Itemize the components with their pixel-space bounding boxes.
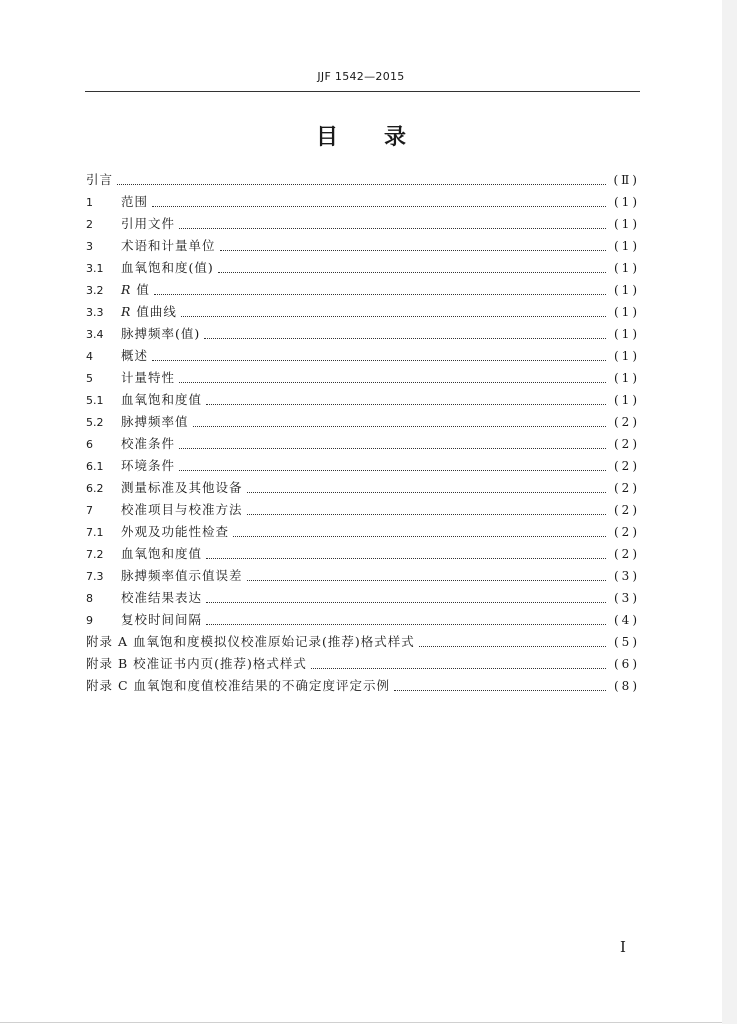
- toc-entry-label: 血氧饱和度值: [121, 392, 203, 407]
- toc-leader-dots: [154, 284, 606, 295]
- toc-leader-dots: [179, 372, 606, 383]
- toc-entry-page: (6): [614, 657, 640, 671]
- toc-entry-number: 3.2: [86, 284, 104, 297]
- toc-entry-page: (Ⅱ): [613, 173, 640, 187]
- toc-entry-label: 计量特性: [121, 370, 176, 385]
- page-folio: I: [620, 938, 626, 956]
- toc-leader-dots: [206, 614, 606, 625]
- toc-entry-page: (2): [614, 459, 640, 473]
- toc-entry-page: (1): [614, 371, 640, 385]
- page-title: 目录: [315, 124, 452, 150]
- toc-entry-page: (1): [614, 327, 640, 341]
- toc-entry[interactable]: [86, 653, 640, 675]
- toc-entry-number: 7.1: [86, 526, 104, 539]
- toc-entry-label: 测量标准及其他设备: [121, 480, 243, 495]
- toc-entry-label: 脉搏频率值示值误差: [121, 568, 243, 583]
- toc-entry-label: 复校时间间隔: [121, 612, 203, 627]
- toc-leader-dots: [117, 174, 606, 185]
- toc-leader-dots: [152, 196, 606, 207]
- toc-entry[interactable]: [86, 367, 640, 389]
- toc-entry-number: 6.2: [86, 482, 104, 495]
- toc-entry[interactable]: [86, 521, 640, 543]
- toc-entry-page: (1): [614, 283, 640, 297]
- toc-leader-dots: [204, 328, 606, 339]
- toc-entry-number: 7.3: [86, 570, 104, 583]
- toc-entry[interactable]: [86, 587, 640, 609]
- toc-entry-number: 7.2: [86, 548, 104, 561]
- toc-entry-label: 环境条件: [121, 458, 176, 473]
- toc-entry-label: 外观及功能性检查: [121, 524, 230, 539]
- toc-entry-page: (2): [614, 481, 640, 495]
- toc-entry[interactable]: [86, 345, 640, 367]
- toc-entry-number: 1: [86, 196, 93, 209]
- toc-entry-page: (3): [614, 591, 640, 605]
- toc-leader-dots: [311, 658, 606, 669]
- toc-entry-number: 9: [86, 614, 93, 627]
- toc-entry-label-text: 值曲线: [131, 304, 177, 319]
- toc-leader-dots: [193, 416, 606, 427]
- toc-leader-dots: [247, 482, 606, 493]
- toc-entry-label: [112, 301, 177, 323]
- toc-entry-label: 校准结果表达: [121, 590, 203, 605]
- toc-leader-dots: [179, 218, 606, 229]
- toc-entry-label: 概述: [121, 348, 149, 363]
- toc-entry[interactable]: [86, 499, 640, 521]
- toc-entry[interactable]: [86, 323, 640, 345]
- toc-entry-label: 引言: [86, 172, 114, 187]
- toc-entry-number: 3.4: [86, 328, 104, 341]
- toc-entry-number: 2: [86, 218, 93, 231]
- table-of-contents: [86, 169, 640, 697]
- toc-leader-dots: [247, 504, 606, 515]
- toc-entry-page: (4): [614, 613, 640, 627]
- toc-entry-page: (2): [614, 437, 640, 451]
- toc-entry-label: 血氧饱和度值: [121, 546, 203, 561]
- toc-entry-number: 5.1: [86, 394, 104, 407]
- toc-entry-label: 校准项目与校准方法: [121, 502, 243, 517]
- toc-entry-page: (1): [614, 261, 640, 275]
- toc-entry[interactable]: [86, 213, 640, 235]
- toc-entry-number: 8: [86, 592, 93, 605]
- toc-entry-page: (1): [614, 349, 640, 363]
- toc-entry-label: 引用文件: [121, 216, 176, 231]
- toc-entry-label: 术语和计量单位: [121, 238, 216, 253]
- toc-entry-label: 血氧饱和度(值): [121, 260, 214, 275]
- toc-entry[interactable]: [86, 565, 640, 587]
- toc-entry-label-text: 值: [131, 282, 150, 297]
- toc-entry-number: 4: [86, 350, 93, 363]
- toc-entry-number: 3: [86, 240, 93, 253]
- header-rule: [85, 91, 640, 92]
- toc-leader-dots: [394, 680, 606, 691]
- toc-entry-number: 5: [86, 372, 93, 385]
- toc-leader-dots: [206, 592, 606, 603]
- toc-leader-dots: [218, 262, 606, 273]
- toc-entry-page: (2): [614, 503, 640, 517]
- page-edge: [722, 0, 737, 1024]
- toc-entry[interactable]: [86, 631, 640, 653]
- toc-entry-label: 校准条件: [121, 436, 176, 451]
- toc-entry-page: (2): [614, 415, 640, 429]
- toc-entry-number: 5.2: [86, 416, 104, 429]
- toc-entry-label-symbol: R: [121, 282, 132, 297]
- toc-entry-page: (1): [614, 239, 640, 253]
- toc-entry[interactable]: [86, 169, 640, 191]
- toc-entry-label-symbol: R: [121, 304, 132, 319]
- toc-entry-page: (8): [614, 679, 640, 693]
- toc-entry[interactable]: [86, 235, 640, 257]
- toc-entry[interactable]: [86, 191, 640, 213]
- toc-entry-number: 3.3: [86, 306, 104, 319]
- toc-entry-page: (2): [614, 525, 640, 539]
- toc-entry-page: (1): [614, 305, 640, 319]
- toc-entry-label: 附录 C 血氧饱和度值校准结果的不确定度评定示例: [86, 678, 391, 693]
- toc-entry-number: 7: [86, 504, 93, 517]
- toc-entry-label: 脉搏频率(值): [121, 326, 201, 341]
- toc-entry-page: (1): [614, 393, 640, 407]
- toc-entry[interactable]: [86, 301, 640, 323]
- toc-entry[interactable]: [86, 477, 640, 499]
- toc-leader-dots: [247, 570, 606, 581]
- toc-entry[interactable]: [86, 257, 640, 279]
- toc-entry-page: (1): [614, 217, 640, 231]
- toc-leader-dots: [206, 548, 606, 559]
- toc-entry-page: (3): [614, 569, 640, 583]
- toc-entry[interactable]: [86, 389, 640, 411]
- toc-entry[interactable]: [86, 543, 640, 565]
- toc-leader-dots: [206, 394, 606, 405]
- toc-entry[interactable]: [86, 675, 640, 697]
- toc-leader-dots: [181, 306, 606, 317]
- toc-leader-dots: [179, 460, 606, 471]
- toc-leader-dots: [419, 636, 606, 647]
- toc-entry[interactable]: [86, 455, 640, 477]
- toc-entry[interactable]: [86, 609, 640, 631]
- toc-entry[interactable]: [86, 411, 640, 433]
- toc-entry-number: 6: [86, 438, 93, 451]
- toc-entry[interactable]: [86, 279, 640, 301]
- toc-leader-dots: [233, 526, 606, 537]
- toc-entry-label: 附录 B 校准证书内页(推荐)格式样式: [86, 656, 307, 671]
- header-doc-code: JJF 1542—2015: [317, 70, 405, 83]
- toc-entry-page: (1): [614, 195, 640, 209]
- toc-entry-page: (2): [614, 547, 640, 561]
- toc-leader-dots: [152, 350, 606, 361]
- toc-entry-label: 附录 A 血氧饱和度模拟仪校准原始记录(推荐)格式样式: [86, 634, 415, 649]
- toc-entry-label: 范围: [121, 194, 149, 209]
- toc-entry-page: (5): [614, 635, 640, 649]
- toc-entry-number: 6.1: [86, 460, 104, 473]
- toc-entry-number: 3.1: [86, 262, 104, 275]
- toc-entry-label: 脉搏频率值: [121, 414, 189, 429]
- toc-entry-label: [112, 279, 150, 301]
- toc-leader-dots: [220, 240, 606, 251]
- toc-entry[interactable]: [86, 433, 640, 455]
- toc-leader-dots: [179, 438, 606, 449]
